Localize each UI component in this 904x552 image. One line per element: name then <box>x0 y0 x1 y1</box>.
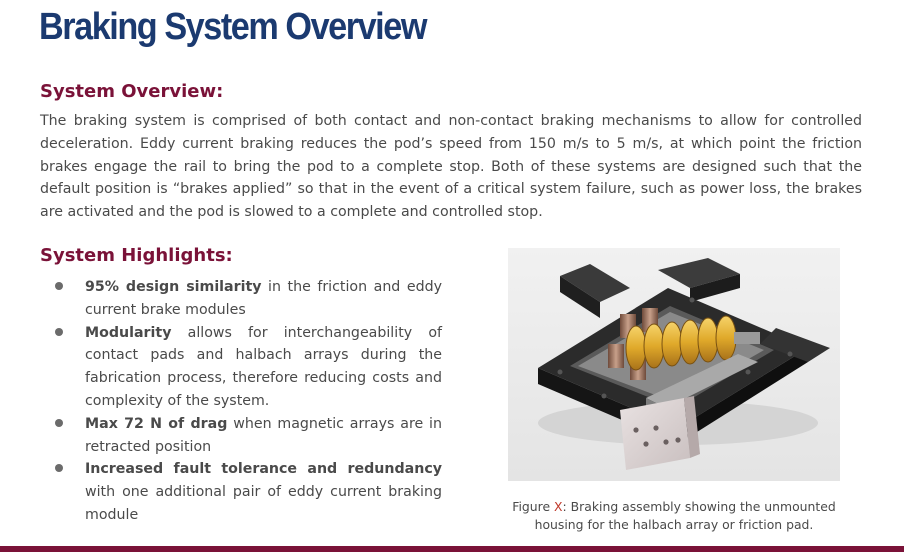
bullet-icon <box>55 282 63 290</box>
bullet-icon <box>55 464 63 472</box>
bullet-icon <box>55 328 63 336</box>
footer-bar <box>0 546 904 552</box>
highlight-keyword: Max 72 N of drag <box>85 415 228 432</box>
list-item <box>54 413 442 459</box>
caption-figure-number: X <box>554 499 563 514</box>
highlight-text: when magnetic arrays are in retracted position <box>85 415 442 455</box>
highlights-list <box>54 276 442 527</box>
highlight-keyword: Modularity <box>85 324 172 341</box>
list-item <box>54 276 442 322</box>
bullet-icon <box>55 419 63 427</box>
highlight-keyword: Increased fault tolerance and redundancy <box>85 461 442 478</box>
figure-caption <box>490 498 858 534</box>
highlight-keyword: 95% design similarity <box>85 279 262 295</box>
braking-assembly-render <box>508 248 840 481</box>
caption-text: : Braking assembly showing the unmounted housing for the halbach array or friction pad. <box>534 499 836 532</box>
section-heading-overview: System Overview: <box>40 81 224 102</box>
section-heading-highlights: System Highlights: <box>40 245 233 266</box>
highlight-text: in the friction and eddy current brake modules <box>85 279 442 318</box>
list-item <box>54 458 442 526</box>
braking-assembly-illustration <box>508 248 840 481</box>
list-item <box>54 322 442 413</box>
overview-paragraph: The braking system is comprised of both contact and non-contact braking mechanisms to allow for controlled deceleration. Eddy current braking reduces the pod’s speed from 150 m/s to 5 m/s, at which point the friction brakes engage the rail to bring the pod to a complete stop. Both of these systems are designed such that the default position is “brakes applied” so that in the event of a critical system failure, such as power loss, the brakes are activated and the pod is slowed to a complete and controlled stop. <box>40 113 862 221</box>
highlight-text: with one additional pair of eddy current braking module <box>85 484 442 523</box>
caption-prefix: Figure <box>512 499 555 514</box>
highlight-text: allows for interchangeability of contact pads and halbach arrays during the fabrication process, therefore reducing costs and complexity of the system. <box>85 324 442 409</box>
page-title: Braking System Overview <box>39 6 426 48</box>
